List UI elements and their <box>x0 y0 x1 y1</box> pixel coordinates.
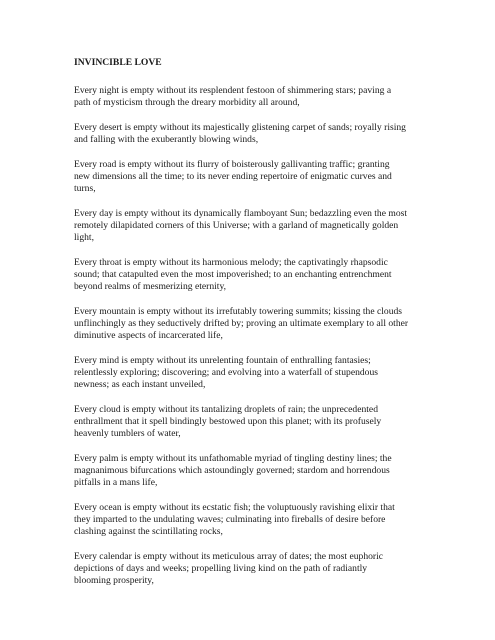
stanza-mountain: Every mountain is empty without its irrefutably towering summits; kissing the clouds unflinchingly as they seductively drifted by; proving an ultimate exemplary to all other diminutive aspects of incarcerated life, <box>74 305 409 341</box>
stanza-day: Every day is empty without its dynamically flamboyant Sun; bedazzling even the most remotely dilapidated corners of this Universe; with a garland of magnetically golden light, <box>74 207 408 243</box>
document-title: INVINCIBLE LOVE <box>74 57 162 68</box>
stanza-palm: Every palm is empty without its unfathomable myriad of tingling destiny lines; the magnanimous bifurcations which astoundingly governed; stardom and horrendous pitfalls in a mans life, <box>74 452 392 488</box>
stanza-desert: Every desert is empty without its majestically glistening carpet of sands; royally rising and falling with the exuberantly blowing winds, <box>74 121 406 145</box>
stanza-cloud: Every cloud is empty without its tantalizing droplets of rain; the unprecedented enthrallment that it spell bindingly bestowed upon this planet; with its profusely heavenly tumblers of water, <box>74 403 382 439</box>
stanza-night: Every night is empty without its resplendent festoon of shimmering stars; paving a path of mysticism through the dreary morbidity all around, <box>74 85 392 109</box>
stanza-road: Every road is empty without its flurry of boisterously gallivanting traffic; granting new dimensions all the time; to its never ending repertoire of enigmatic curves and turns, <box>74 158 392 194</box>
stanza-throat: Every throat is empty without its harmonious melody; the captivatingly rhapsodic sound; that catapulted even the most impoverished; to an enchanting entrenchment beyond realms of mesmerizing eternity, <box>74 256 392 292</box>
document-page <box>74 57 432 600</box>
stanza-calendar: Every calendar is empty without its meticulous array of dates; the most euphoric depictions of days and weeks; propelling living kind on the path of radiantly blooming prosperity, <box>74 550 384 586</box>
stanza-mind: Every mind is empty without its unrelenting fountain of enthralling fantasies; relentlessly exploring; discovering; and evolving into a waterfall of stupendous newness; as each instant unveiled, <box>74 354 378 390</box>
stanza-ocean: Every ocean is empty without its ecstatic fish; the voluptuously ravishing elixir that they imparted to the undulating waves; culminating into fireballs of desire before clashing against the scintillating rocks, <box>74 501 395 537</box>
